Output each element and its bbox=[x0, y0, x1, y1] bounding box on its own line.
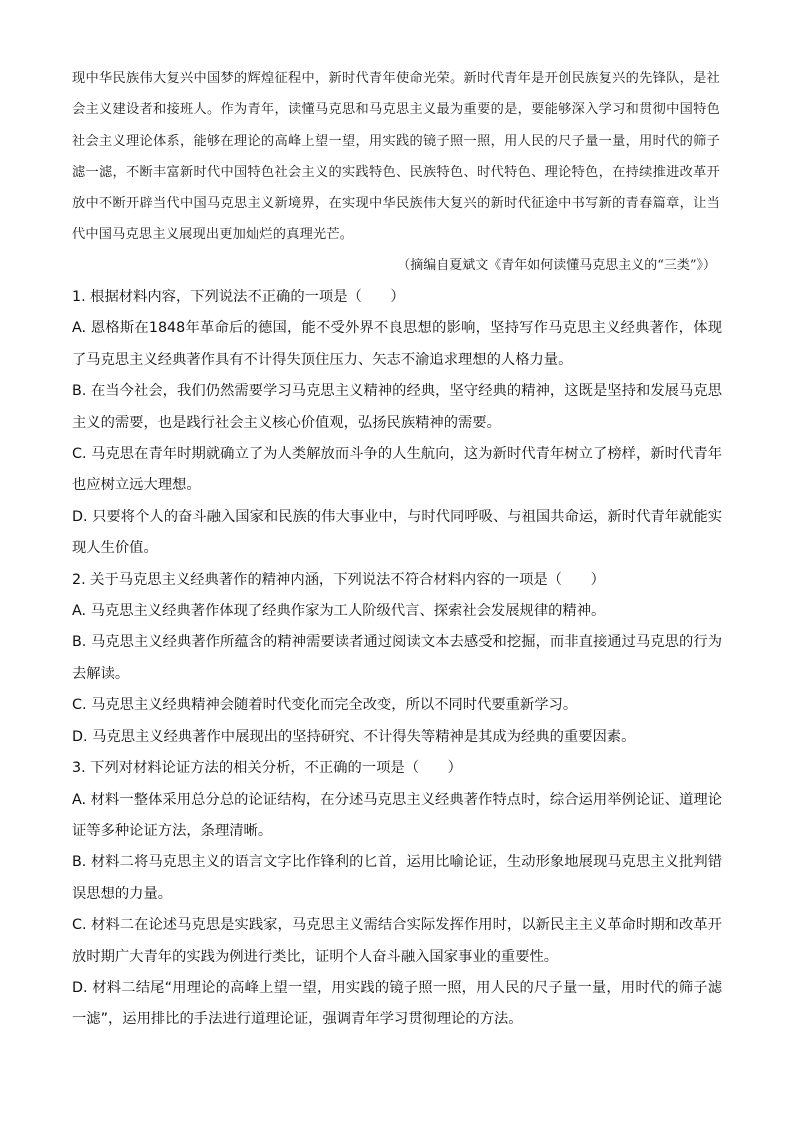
question-list bbox=[72, 282, 722, 1036]
option-a: A. 马克思主义经典著作体现了经典作家为工人阶级代言、探索社会发展规律的精神。 bbox=[72, 603, 606, 620]
question-stem: 3. 下列对材料论证方法的相关分析，不正确的一项是（ ） bbox=[72, 760, 462, 777]
option-b: B. 马克思主义经典著作所蕴含的精神需要读者通过阅读文本去感受和挖掘，而非直接通过马克思的行为去解读。 bbox=[72, 634, 722, 682]
option-d: D. 材料二结尾“用理论的高峰上望一望，用实践的镜子照一照，用人民的尺子量一量，用时代的筛子滤一滤”，运用排比的手法进行道理论证，强调青年学习贯彻理论的方法。 bbox=[72, 979, 722, 1028]
option-d: D. 马克思主义经典著作中展现出的坚持研究、不计得失等精神是其成为经典的重要因素。 bbox=[72, 728, 636, 745]
passage-text: 现中华民族伟大复兴中国梦的辉煌征程中，新时代青年使命光荣。新时代青年是开创民族复兴的先锋队，是社会主义建设者和接班人。作为青年，读懂马克思和马克思主义最为重要的是，要能够深入学习和贯彻中国特色社会主义理论体系，能够在理论的高峰上望一望，用实践的镜子照一照，用人民的尺子量一量，用时代的筛子滤一滤，不断丰富新时代中国特色社会主义的实践特色、民族特色、时代特色、理论特色，在持续推进改革开放中不断开辟当代中国马克思主义新境界，在实现中华民族伟大复兴的新时代征途中书写新的青春篇章，让当代中国马克思主义展现出更加灿烂的真理光芒。 bbox=[72, 71, 720, 243]
option-a: A. 恩格斯在1848年革命后的德国，能不受外界不良思想的影响，坚持写作马克思主义经典著作，体现了马克思主义经典著作具有不计得失顶住压力、矢志不渝追求理想的人格力量。 bbox=[72, 320, 722, 368]
reading-passage bbox=[72, 63, 720, 251]
option-b: B. 材料二将马克思主义的语言文字比作锋利的匕首，运用比喻论证，生动形象地展现马克思主义批判错误思想的力量。 bbox=[72, 854, 722, 902]
question-stem: 1. 根据材料内容，下列说法不正确的一项是（ ） bbox=[72, 289, 405, 305]
question-2 bbox=[72, 565, 722, 753]
question-1 bbox=[72, 282, 722, 565]
option-c: C. 马克思在青年时期就确立了为人类解放而斗争的人生航向，这为新时代青年树立了榜样，新时代青年也应树立远大理想。 bbox=[72, 446, 722, 494]
option-c: C. 材料二在论述马克思是实践家，马克思主义需结合实际发挥作用时，以新民主主义革命时期和改革开放时期广大青年的实践为例进行类比，证明个人奋斗融入国家事业的重要性。 bbox=[72, 917, 722, 965]
question-stem: 2. 关于马克思主义经典著作的精神内涵，下列说法不符合材料内容的一项是（ ） bbox=[72, 571, 605, 588]
option-a: A. 材料一整体采用总分总的论证结构，在分述马克思主义经典著作特点时，综合运用举例论证、道理论证等多种论证方法，条理清晰。 bbox=[72, 791, 722, 839]
passage-source: （摘编自夏斌文《青年如何读懂马克思主义的“三类”》） bbox=[397, 258, 716, 273]
option-b: B. 在当今社会，我们仍然需要学习马克思主义精神的经典，坚守经典的精神，这既是坚持和发展马克思主义的需要，也是践行社会主义核心价值观，弘扬民族精神的需要。 bbox=[72, 383, 722, 431]
option-d: D. 只要将个人的奋斗融入国家和民族的伟大事业中，与时代同呼吸、与祖国共命运，新时代青年就能实现人生价值。 bbox=[72, 508, 722, 557]
question-3 bbox=[72, 753, 722, 1036]
option-c: C. 马克思主义经典精神会随着时代变化而完全改变，所以不同时代要重新学习。 bbox=[72, 697, 578, 714]
